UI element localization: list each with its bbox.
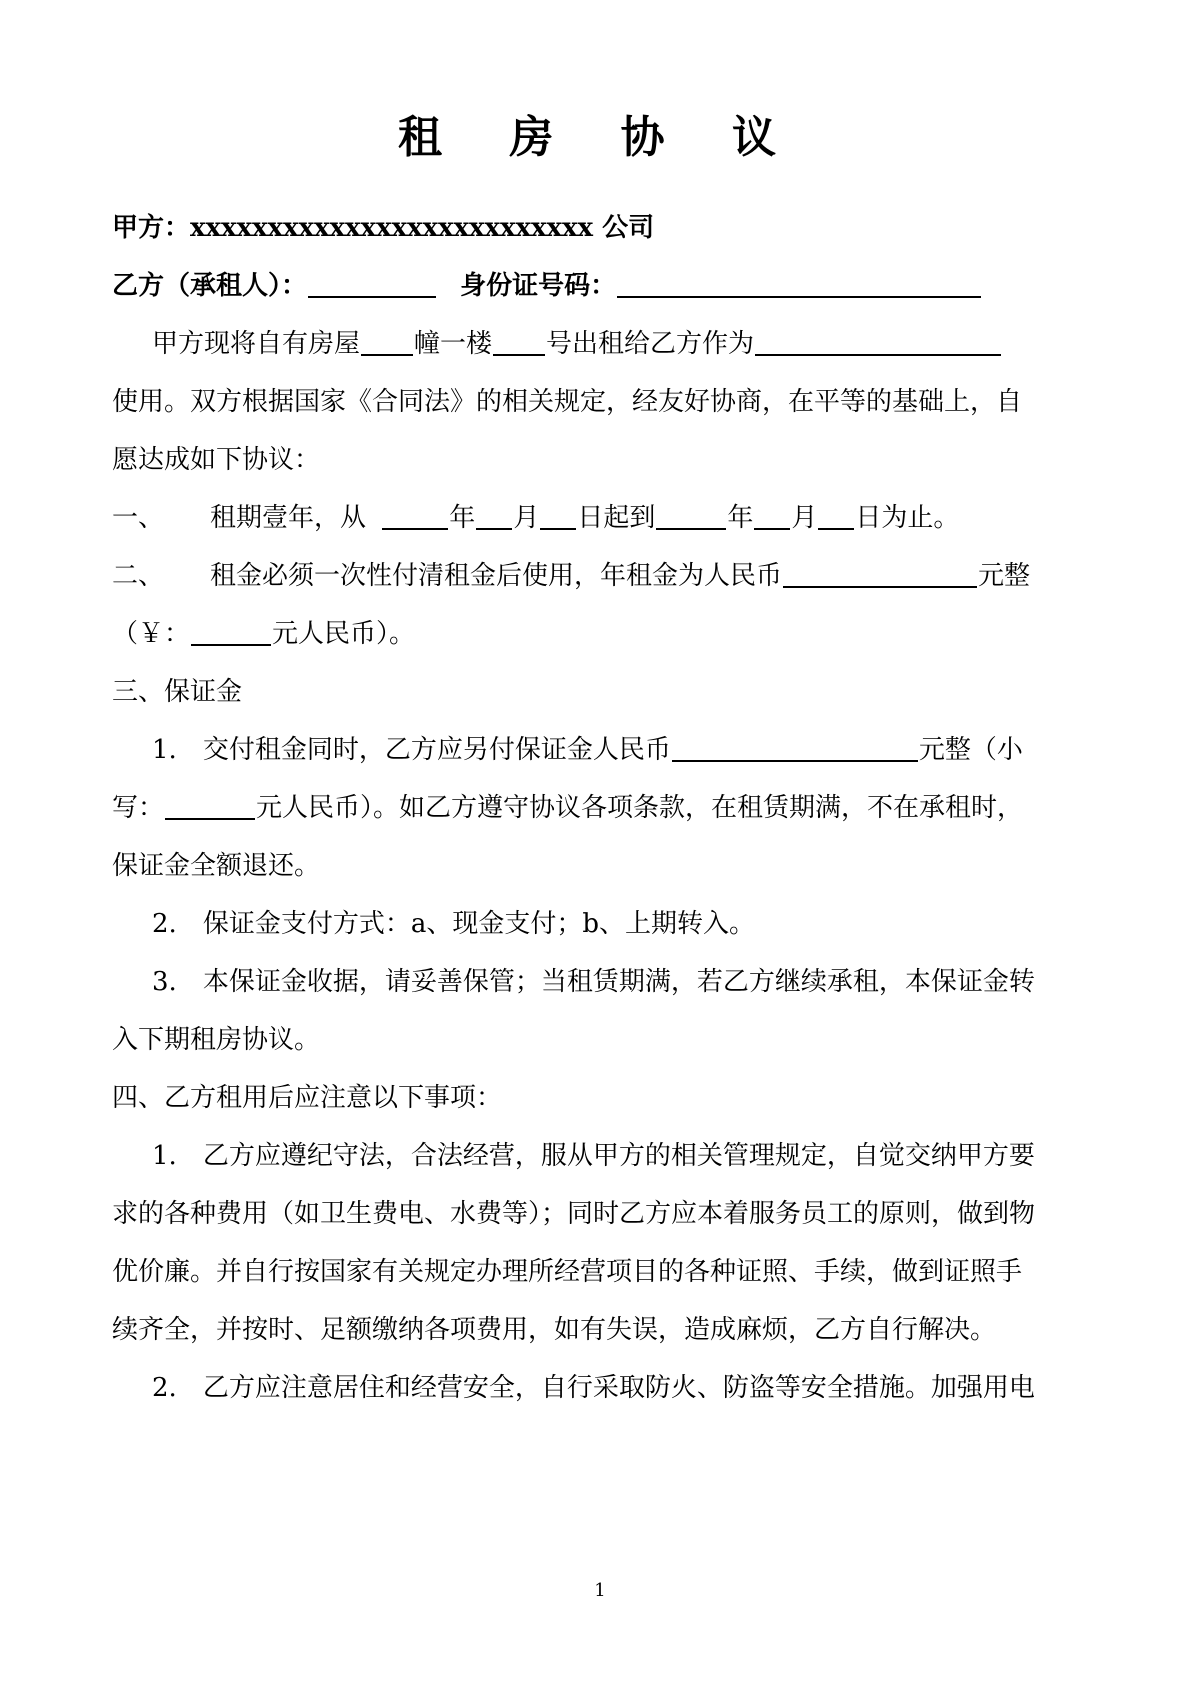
start-month-blank [476,500,512,530]
intro-text-b: 幢一楼 [414,329,493,359]
clause-3-item-2-text: 保证金支付方式：a、现金支付；b、上期转入。 [202,909,755,939]
deposit-figure-blank [165,790,255,820]
clause-3-item-1-line-2 [112,788,1102,828]
end-day-blank [818,500,854,530]
intro-text-a: 甲方现将自有房屋 [152,329,361,359]
clause-4-item-1-text: 乙方应遵纪守法，合法经营，服从甲方的相关管理规定，自觉交纳甲方要 [202,1141,1035,1171]
clause-3-item-1-line-3: 保证金全额退还。 [112,851,321,881]
document-title: 租 房 协 议 [398,112,802,163]
clause-3-item-1-line-1 [152,730,1142,770]
clause-2-number: 二、 [112,561,165,591]
clause-1 [112,498,1102,538]
intro-line-1 [152,324,1142,364]
clause-2-line-2 [112,614,1102,654]
start-year-blank [382,500,448,530]
party-a-label: 甲方： [112,213,191,243]
intro-line-3: 愿达成如下协议： [112,445,321,475]
start-day-label: 日起到 [577,503,656,533]
clause-1-text: 租期壹年，从 [210,503,367,533]
clause-4-heading: 四、乙方租用后应注意以下事项： [112,1083,503,1113]
clause-3-heading: 三、保证金 [112,677,243,707]
party-b-line [112,266,1102,306]
clause-3-item-3-line-2: 入下期租房协议。 [112,1025,321,1055]
room-blank [493,326,545,356]
clause-1-number: 一、 [112,503,165,533]
party-b-name-blank [308,268,436,298]
clause-3-item-1-number: 1. [152,735,177,765]
annual-rent-blank [783,558,977,588]
clause-3-item-3-text: 本保证金收据，请妥善保管；当租赁期满，若乙方继续承租，本保证金转 [202,967,1035,997]
clause-2-text-d: 元人民币）。 [272,619,416,649]
clause-3-item-2 [152,904,1142,944]
end-day-label: 日为止。 [855,503,960,533]
party-b-label: 乙方（承租人）： [112,271,308,301]
clause-4-item-2-text: 乙方应注意居住和经营安全，自行采取防火、防盗等安全措施。加强用电 [202,1373,1035,1403]
clause-4-item-2-line-1 [152,1368,1142,1408]
start-month-label: 月 [513,503,540,533]
clause-4-item-1-line-3: 优价廉。并自行按国家有关规定办理所经营项目的各种证照、手续，做到证照手 [112,1257,1023,1287]
party-a-line [112,208,1102,248]
clause-3-item-1-text-d: 元人民币）。如乙方遵守协议各项条款，在租赁期满，不在承租时， [256,793,1024,823]
end-year-label: 年 [727,503,754,533]
intro-text-c: 号出租给乙方作为 [546,329,755,359]
id-number-blank [617,268,981,298]
start-year-label: 年 [449,503,476,533]
clause-2-text-b: 元整 [978,561,1031,591]
id-number-label: 身份证号码： [460,271,617,301]
clause-3-item-1-text: 交付租金同时，乙方应另付保证金人民币 [202,735,671,765]
clause-4-item-1-line-1 [152,1136,1142,1176]
intro-line-2: 使用。双方根据国家《合同法》的相关规定，经友好协商，在平等的基础上，自 [112,387,1023,417]
clause-3-item-2-number: 2. [152,909,177,939]
annual-rent-figure-blank [191,616,271,646]
clause-3-item-3-line-1 [152,962,1142,1002]
clause-3-item-1-text-b: 元整（小 [918,735,1023,765]
usage-blank [755,326,1001,356]
page-number: 1 [594,1580,606,1601]
clause-4-item-2-number: 2. [152,1373,177,1403]
end-year-blank [656,500,726,530]
clause-3-item-3-number: 3. [152,967,177,997]
clause-2-text-c: （￥： [112,619,191,649]
clause-4-item-1-number: 1. [152,1141,177,1171]
party-a-value: xxxxxxxxxxxxxxxxxxxxxxxxxx 公司 [190,213,655,243]
building-blank [361,326,413,356]
clause-4-item-1-line-2: 求的各种费用（如卫生费电、水费等）；同时乙方应本着服务员工的原则，做到物 [112,1199,1036,1229]
end-month-blank [754,500,790,530]
clause-3-item-1-text-c: 写： [112,793,165,823]
clause-2-line-1 [112,556,1102,596]
start-day-blank [540,500,576,530]
clause-2-text: 租金必须一次性付清租金后使用，年租金为人民币 [210,561,783,591]
end-month-label: 月 [791,503,818,533]
clause-4-item-1-line-4: 续齐全，并按时、足额缴纳各项费用，如有失误，造成麻烦，乙方自行解决。 [112,1315,997,1345]
deposit-amount-blank [672,732,918,762]
